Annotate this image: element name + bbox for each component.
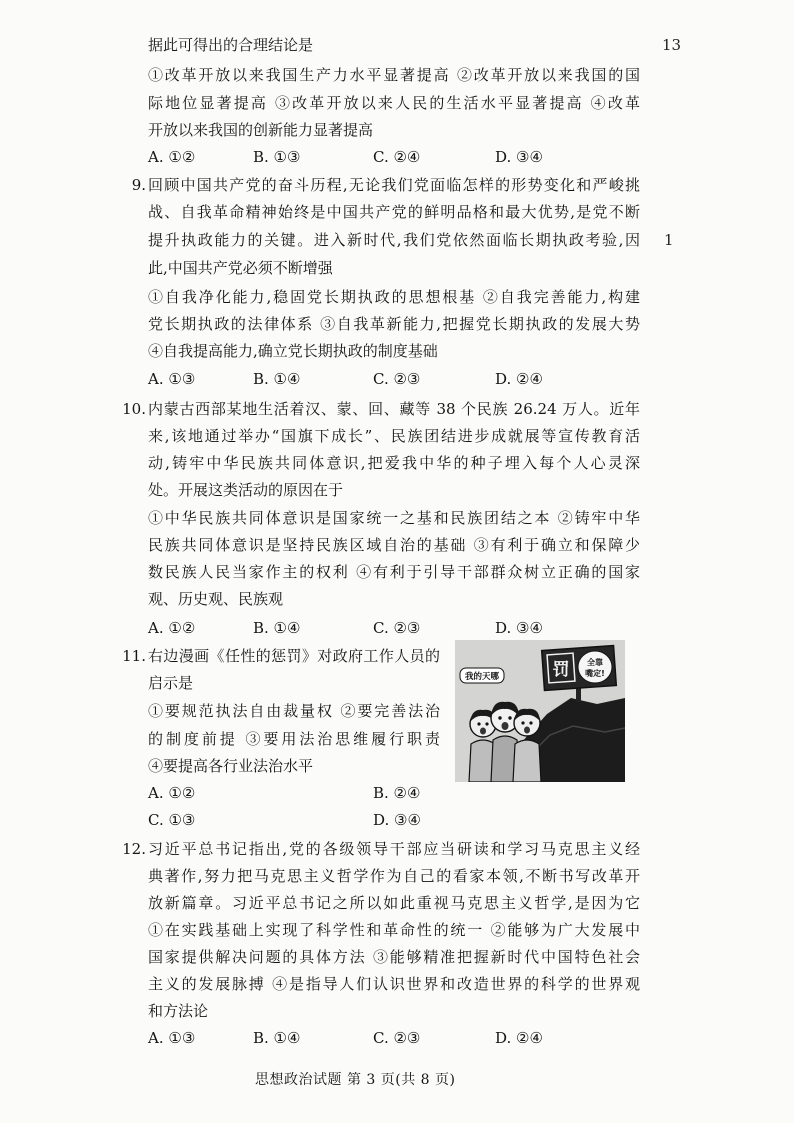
question-line: 启示是 bbox=[148, 674, 194, 692]
option-c: C. ②③ bbox=[373, 1029, 421, 1047]
choice-line: ①自我净化能力,稳固党长期执政的思想根基 ②自我完善能力,构建 bbox=[148, 288, 640, 306]
person-mouth bbox=[502, 722, 509, 730]
question-line: 际地位显著提高 ③改革开放以来人民的生活水平显著提高 ④改革 bbox=[148, 94, 640, 112]
person-eye bbox=[485, 722, 488, 725]
option-d: D. ③④ bbox=[495, 148, 543, 166]
option-b: B. ①④ bbox=[253, 619, 301, 637]
choice-line: 党长期执政的法律体系 ③自我革新能力,把握党长期执政的发展大势 bbox=[148, 315, 640, 333]
exclaim-text: 我的天哪 bbox=[464, 672, 500, 682]
option-d: D. ②④ bbox=[495, 370, 543, 388]
person-mouth bbox=[524, 727, 530, 734]
sign-text-line-2: 嘴定! bbox=[585, 669, 605, 678]
option-b: B. ①④ bbox=[253, 370, 301, 388]
question-line: ①改革开放以来我国生产力水平显著提高 ②改革开放以来我国的国 bbox=[148, 66, 640, 84]
person-eye bbox=[477, 722, 480, 725]
cartoon-illustration bbox=[455, 640, 625, 782]
option-b: B. ①③ bbox=[253, 148, 301, 166]
sign-text-line-1: 全靠 bbox=[587, 658, 603, 667]
option-d: D. ③④ bbox=[495, 619, 543, 637]
question-line: 动,铸牢中华民族共同体意识,把爱我中华的种子埋入每个人心灵深 bbox=[148, 454, 640, 472]
question-line: 习近平总书记指出,党的各级领导干部应当研读和学习马克思主义经 bbox=[148, 840, 640, 858]
question-line: 内蒙古西部某地生活着汉、蒙、回、藏等 38 个民族 26.24 万人。近年 bbox=[148, 400, 640, 418]
person-right bbox=[513, 709, 541, 782]
option-a: A. ①③ bbox=[148, 370, 196, 388]
person-eye bbox=[521, 721, 524, 724]
choice-line: ①要规范执法自由裁量权 ②要完善法治 bbox=[148, 702, 440, 720]
option-a: A. ①② bbox=[148, 784, 196, 802]
question-number: 10. bbox=[122, 400, 146, 418]
choice-line: ④要提高各行业法治水平 bbox=[148, 757, 314, 775]
page-footer: 思想政治试题 第 3 页(共 8 页) bbox=[255, 1072, 456, 1088]
choice-line: ①在实践基础上实现了科学性和革命性的统一 ②能够为广大发展中 bbox=[148, 921, 640, 939]
question-line: 典著作,努力把马克思主义哲学作为自己的看家本领,不断书写改革开 bbox=[148, 867, 640, 885]
option-a: A. ①③ bbox=[148, 1029, 196, 1047]
question-line: 来,该地通过举办“国旗下成长”、民族团结进步成就展等宣传教育活 bbox=[148, 427, 640, 445]
question-number: 11. bbox=[122, 647, 146, 665]
question-line: 此,中国共产党必须不断增强 bbox=[148, 259, 333, 277]
option-c: C. ①③ bbox=[148, 811, 196, 829]
exclaim-bubble bbox=[460, 668, 504, 683]
choice-line: ④自我提高能力,确立党长期执政的制度基础 bbox=[148, 342, 438, 360]
question-line: 战、自我革命精神始终是中国共产党的鲜明品格和最大优势,是党不断 bbox=[148, 203, 640, 221]
option-d: D. ③④ bbox=[373, 811, 421, 829]
option-a: A. ①② bbox=[148, 148, 196, 166]
option-d: D. ②④ bbox=[495, 1029, 543, 1047]
option-a: A. ①② bbox=[148, 619, 196, 637]
choice-line: 数民族人民当家作主的权利 ④有利于引导干部群众树立正确的国家 bbox=[148, 563, 640, 581]
choice-line: 和方法论 bbox=[148, 1002, 209, 1020]
choice-line: ①中华民族共同体意识是国家统一之基和民族团结之本 ②铸牢中华 bbox=[148, 509, 640, 527]
choice-line: 民族共同体意识是坚持民族区域自治的基础 ③有利于确立和保障少 bbox=[148, 536, 640, 554]
question-line: 开放以来我国的创新能力显著提高 bbox=[148, 121, 374, 139]
person-mouth bbox=[480, 728, 486, 735]
person-eye bbox=[529, 721, 532, 724]
person-eye bbox=[508, 716, 511, 719]
option-b: B. ①④ bbox=[253, 1029, 301, 1047]
option-c: C. ②③ bbox=[373, 619, 421, 637]
question-line: 放新篇章。习近平总书记之所以如此重视马克思主义哲学,是因为它 bbox=[148, 894, 640, 912]
option-c: C. ②④ bbox=[373, 148, 421, 166]
choice-line: 主义的发展脉搏 ④是指导人们认识世界和改造世界的科学的世界观 bbox=[148, 975, 640, 993]
question-line: 回顾中国共产党的奋斗历程,无论我们党面临怎样的形势变化和严峻挑 bbox=[148, 176, 640, 194]
question-line: 右边漫画《任性的惩罚》对政府工作人员的 bbox=[148, 647, 440, 665]
person-body bbox=[513, 740, 541, 782]
question-number: 9. bbox=[131, 176, 146, 194]
question-line: 据此可得出的合理结论是 bbox=[148, 36, 314, 54]
choice-line: 观、历史观、民族观 bbox=[148, 590, 284, 608]
person-eye bbox=[498, 716, 501, 719]
question-line: 提升执政能力的关键。进入新时代,我们党依然面临长期执政考验,因 bbox=[148, 231, 640, 249]
sign-bubble bbox=[578, 651, 612, 683]
question-line: 处。开展这类活动的原因在于 bbox=[148, 481, 344, 499]
choice-line: 国家提供解决问题的具体方法 ③能够精准把握新时代中国特色社会 bbox=[148, 948, 640, 966]
choice-line: 的制度前提 ③要用法治思维履行职责 bbox=[148, 730, 440, 748]
sign-char: 罚 bbox=[552, 660, 570, 680]
option-c: C. ②③ bbox=[373, 370, 421, 388]
margin-mark-mid: 1 bbox=[664, 231, 674, 249]
margin-mark-top: 13 bbox=[662, 36, 682, 54]
option-b: B. ②④ bbox=[373, 784, 421, 802]
question-number: 12. bbox=[122, 840, 146, 858]
